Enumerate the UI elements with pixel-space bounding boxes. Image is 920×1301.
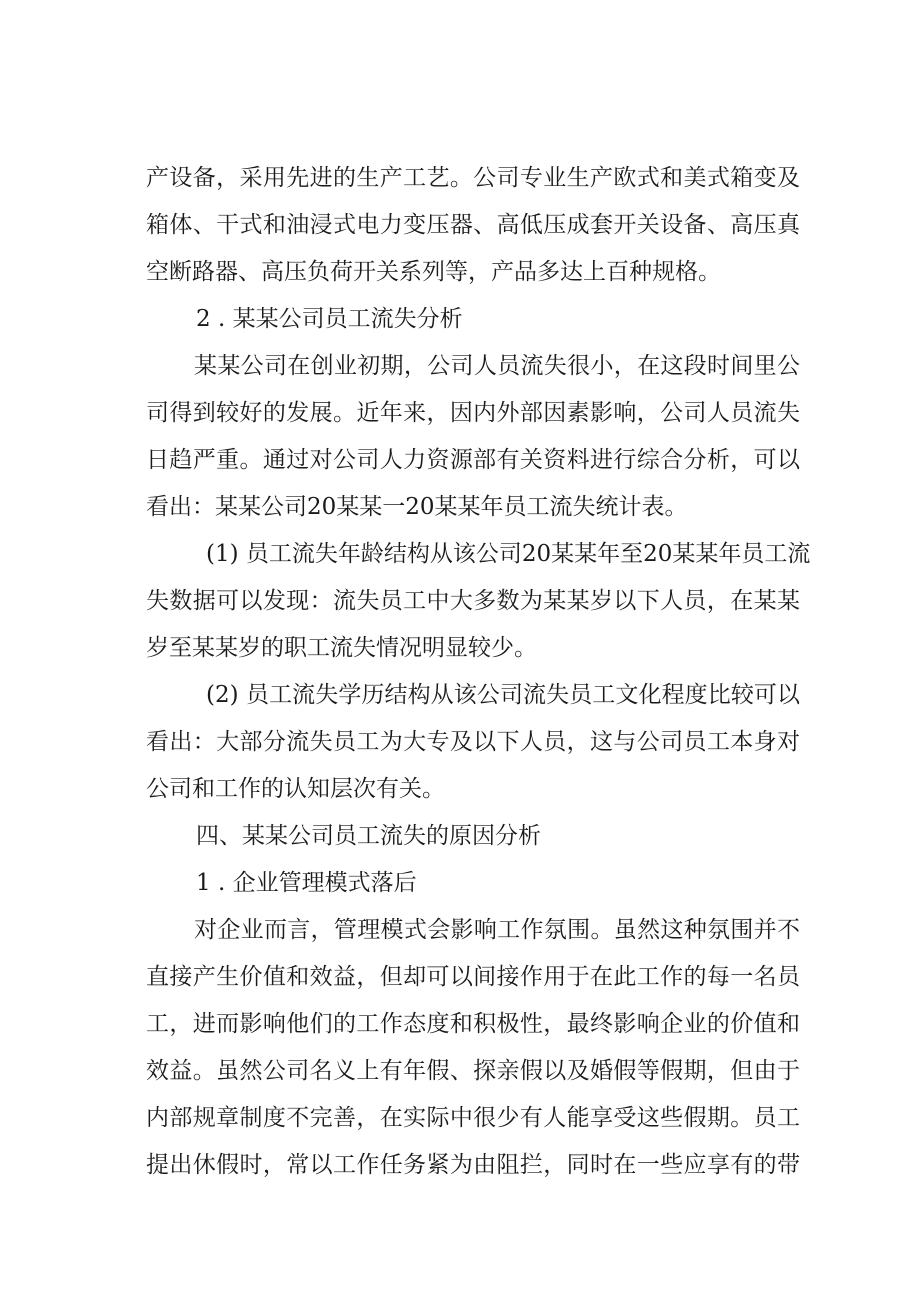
list-item-line-last: 岁至某某岁的职工流失情况明显较少。 [146, 635, 537, 661]
body-line: 箱体、干式和油浸式电力变压器、高低压成套开关设备、高压真 [146, 212, 800, 238]
list-item-line-first: (2) 员工流失学历结构从该公司流失员工文化程度比较可以 [206, 682, 800, 708]
document-page [146, 162, 811, 1196]
body-line: 效益。虽然公司名义上有年假、探亲假以及婚假等假期，但由于 [146, 1058, 800, 1084]
body-line-last: 空断路器、高压负荷开关系列等，产品多达上百种规格。 [146, 259, 721, 285]
body-line: 直接产生价值和效益，但却可以间接作用于在此工作的每一名员 [146, 964, 800, 990]
section-heading: 四、某某公司员工流失的原因分析 [196, 823, 541, 849]
body-line: 日趋严重。通过对公司人力资源部有关资料进行综合分析，可以 [146, 447, 800, 473]
body-line: 内部规章制度不完善，在实际中很少有人能享受这些假期。员工 [146, 1105, 800, 1131]
body-line: 司得到较好的发展。近年来，因内外部因素影响，公司人员流失 [146, 400, 800, 426]
body-line: 产设备，采用先进的生产工艺。公司专业生产欧式和美式箱变及 [146, 165, 800, 191]
body-line-first: 对企业而言，管理模式会影响工作氛围。虽然这种氛围并不 [194, 917, 800, 943]
body-line: 工，进而影响他们的工作态度和积极性，最终影响企业的价值和 [146, 1011, 800, 1037]
body-line: 提出休假时，常以工作任务紧为由阻拦，同时在一些应享有的带 [146, 1152, 800, 1178]
list-item-line: 看出：大部分流失员工为大专及以下人员，这与公司员工本身对 [146, 729, 800, 755]
list-item-line-last: 公司和工作的认知层次有关。 [146, 776, 445, 802]
section-subheading: 2 . 某某公司员工流失分析 [196, 306, 463, 332]
list-item-line: 失数据可以发现：流失员工中大多数为某某岁以下人员，在某某 [146, 588, 800, 614]
list-item-line-first: (1) 员工流失年龄结构从该公司20某某年至20某某年员工流 [206, 541, 811, 567]
body-line-last: 看出：某某公司20某某一20某某年员工流失统计表。 [146, 494, 688, 520]
body-line-first: 某某公司在创业初期，公司人员流失很小，在这段时间里公 [194, 353, 800, 379]
section-subheading: 1 . 企业管理模式落后 [196, 870, 417, 896]
